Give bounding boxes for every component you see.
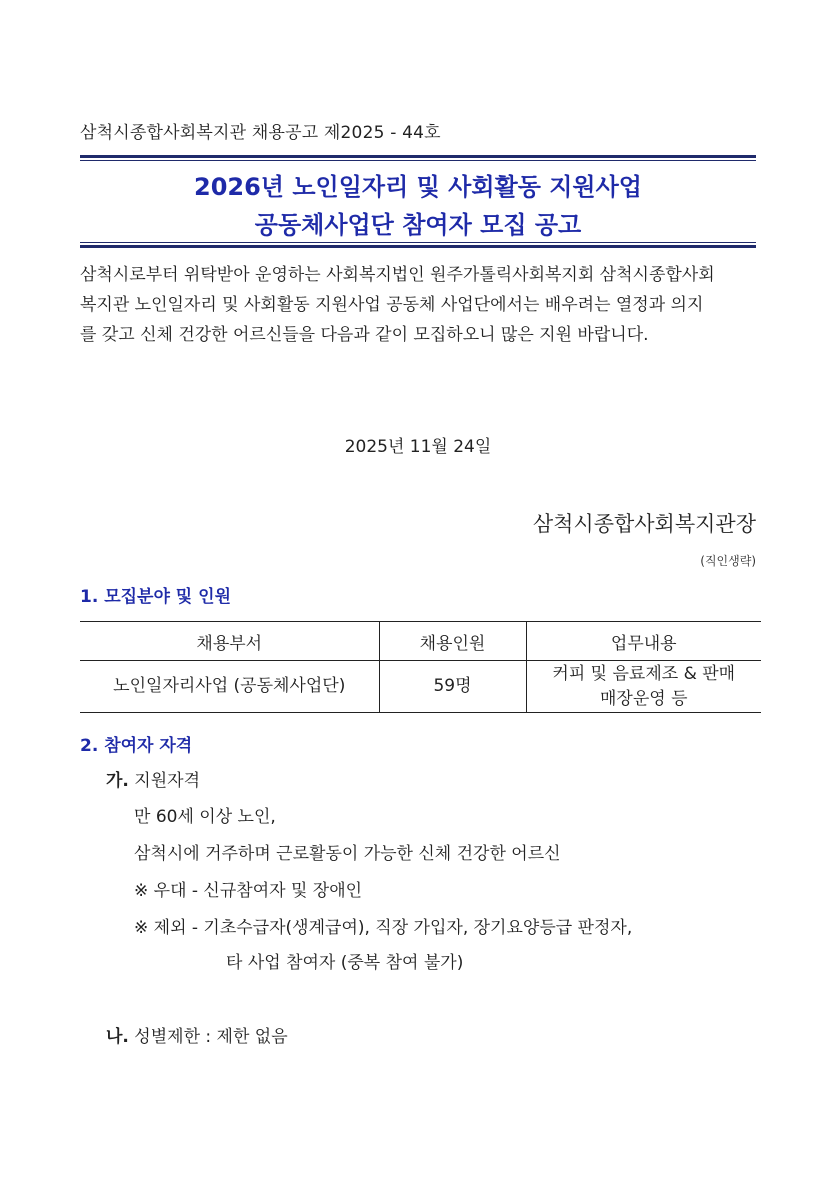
header-duty: 업무내용 [526,622,761,661]
duty-line-1: 커피 및 음료제조 & 판매 [552,663,736,684]
title-line-2: 공동체사업단 참여자 모집 공고 [254,211,582,239]
item-a-label: 지원자격 [134,771,200,791]
intro-line-3: 를 갖고 신체 건강한 어르신들을 다음과 같이 모집하오니 많은 지원 바랍니다. [80,325,649,345]
title-bottom-rule-thin [80,242,756,243]
cell-count: 59명 [379,661,526,713]
section-2-heading: 2. 참여자 자격 [80,736,193,756]
header-department: 채용부서 [80,622,379,661]
announcement-date: 2025년 11월 24일 [344,437,492,457]
intro-line-2: 복지관 노인일자리 및 사회활동 지원사업 공동체 사업단에서는 배우려는 열정과 의지 [80,295,704,315]
item-a-heading [106,766,200,791]
seal-omitted-note: (직인생략) [700,554,756,568]
qualification-exclusion-continued: 타 사업 참여자 (중복 참여 불가) [226,953,464,973]
duty-line-2: 매장운영 등 [599,688,688,709]
recruitment-table [80,621,761,713]
item-a-marker: 가. [106,771,129,791]
qualification-residence: 삼척시에 거주하며 근로활동이 가능한 신체 건강한 어르신 [134,844,561,864]
table-header-row [80,622,761,661]
item-b-label: 성별제한 : 제한 없음 [134,1027,288,1047]
intro-paragraph [80,260,756,350]
item-b-heading [106,1022,288,1047]
organization-signature: 삼척시종합사회복지관장 [532,512,756,536]
qualification-exclusion: ※ 제외 - 기초수급자(생계급여), 직장 가입자, 장기요양등급 판정자, [134,918,633,938]
qualification-preference: ※ 우대 - 신규참여자 및 장애인 [134,881,363,901]
title-line-1: 2026년 노인일자리 및 사회활동 지원사업 [194,173,642,201]
qualification-age: 만 60세 이상 노인, [134,807,276,827]
cell-department: 노인일자리사업 (공동체사업단) [80,661,379,713]
intro-line-1: 삼척시로부터 위탁받아 운영하는 사회복지법인 원주가톨릭사회복지회 삼척시종합사회 [80,265,715,285]
title-top-rule-thin [80,160,756,161]
cell-duty [526,661,761,713]
table-row [80,661,761,713]
notice-number: 삼척시종합사회복지관 채용공고 제2025 - 44호 [80,123,441,143]
section-1-heading: 1. 모집분야 및 인원 [80,587,231,607]
item-b-marker: 나. [106,1027,129,1047]
title-bottom-rule-thick [80,245,756,248]
header-count: 채용인원 [379,622,526,661]
title-top-rule-thick [80,155,756,158]
